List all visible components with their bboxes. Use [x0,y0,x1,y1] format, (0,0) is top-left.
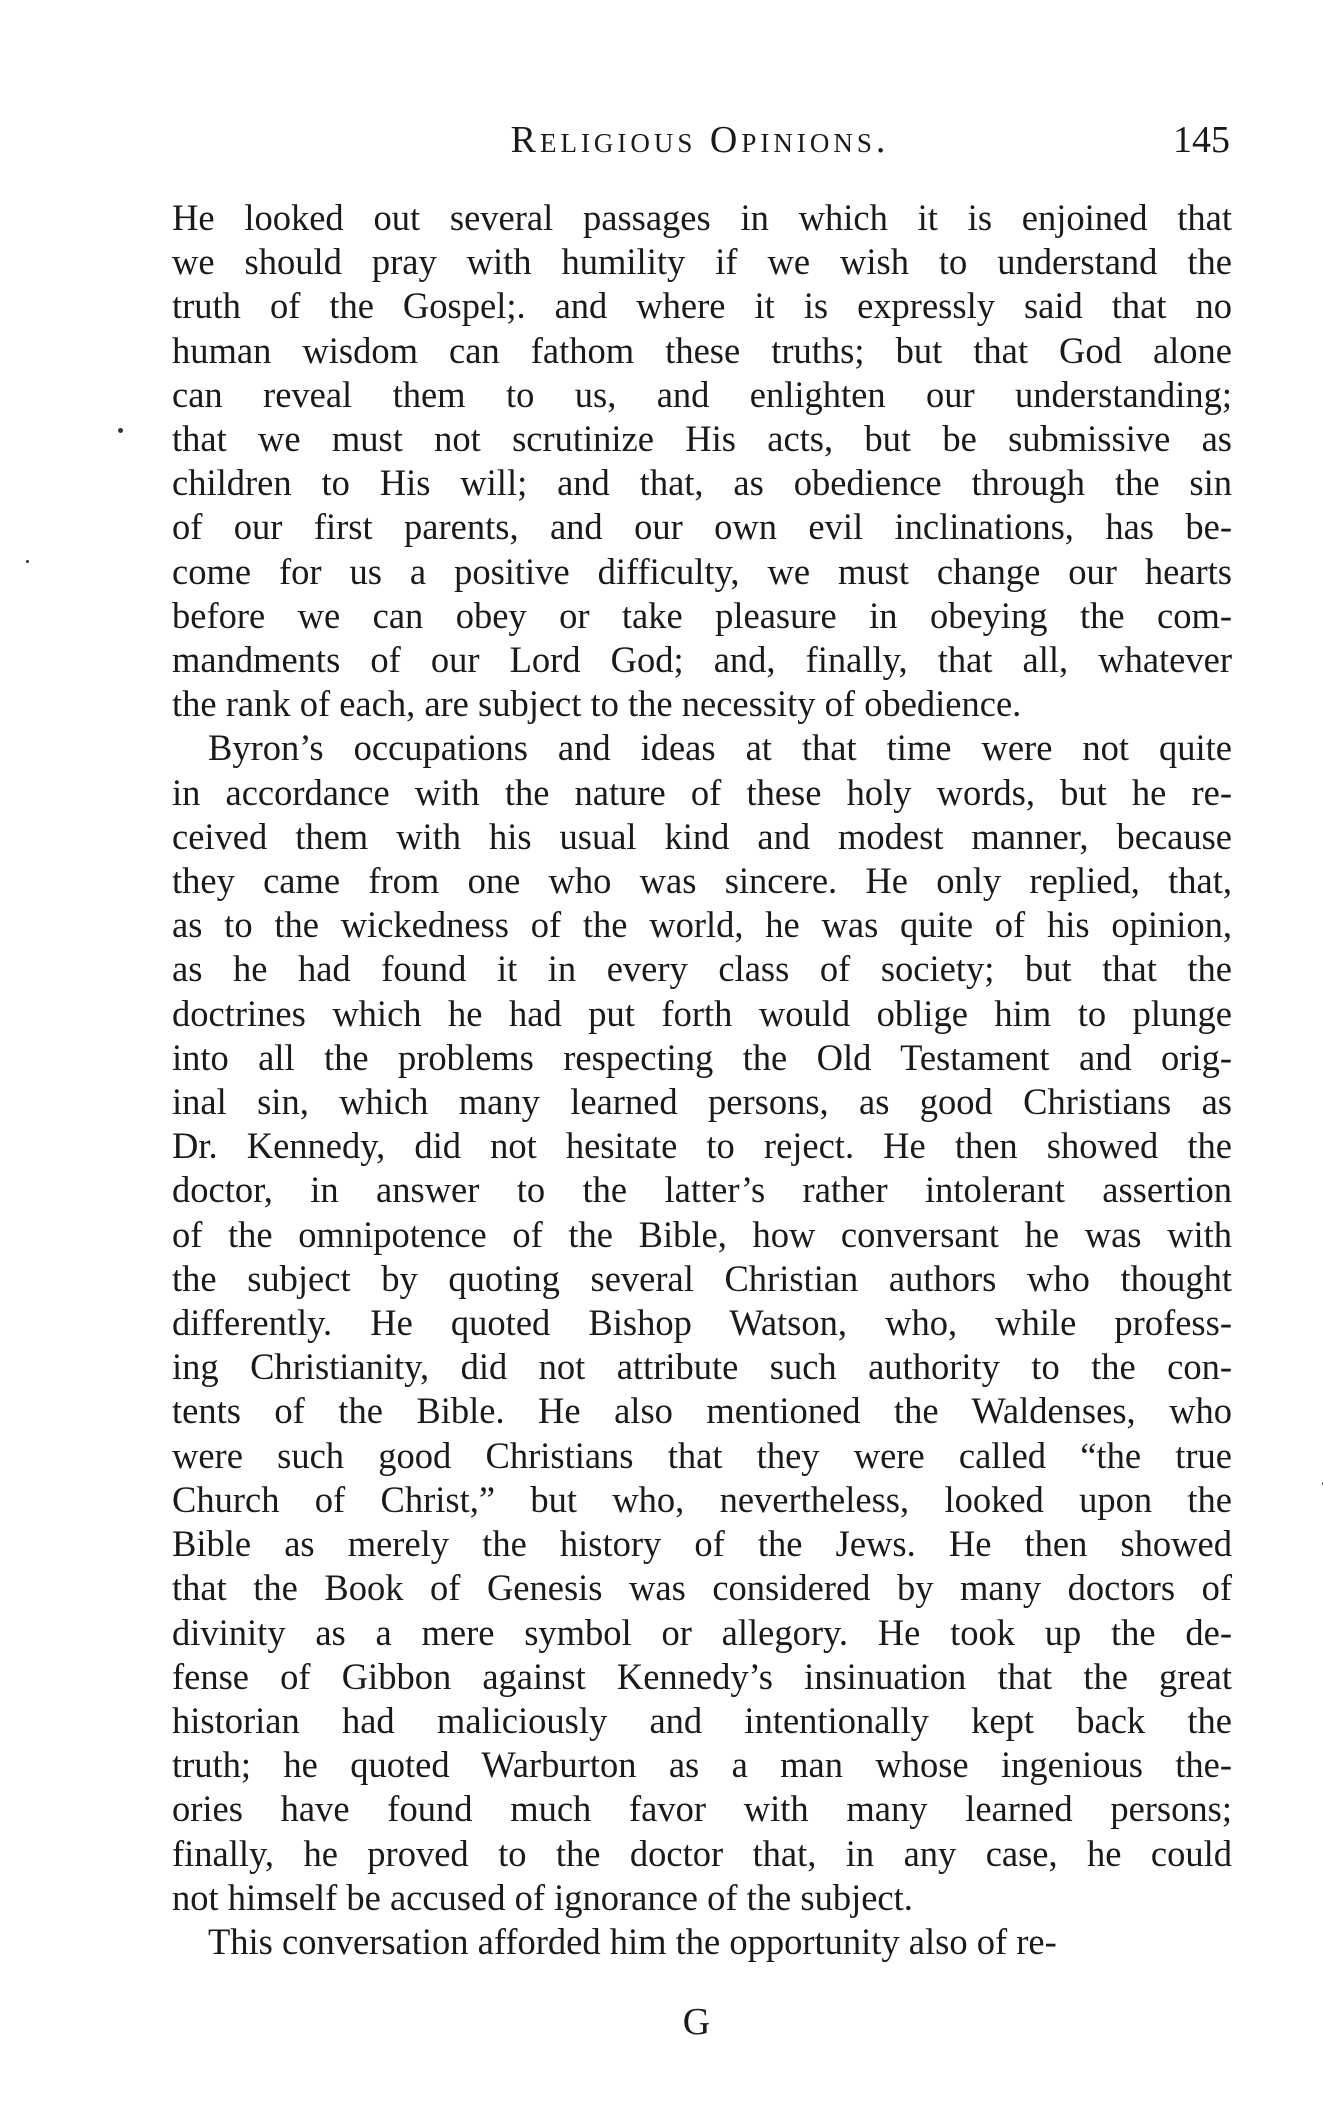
text-line: not himself be accused of ignorance of the subject. [172,1876,913,1918]
text-line: children to His will; and that, as obedience through the sin [172,462,1232,504]
text-line: doctrines which he had put forth would oblige him to plunge [172,992,1232,1034]
page-number: 145 [1173,119,1230,161]
text-line: fense of Gibbon against Kennedy’s insinuation that the great [172,1655,1232,1697]
text-line: ories have found much favor with many learned persons; [172,1788,1232,1830]
text-line: we should pray with humility if we wish to understand the [172,241,1232,283]
text-line: of the omnipotence of the Bible, how conversant he was with [172,1213,1232,1255]
text-line: doctor, in answer to the latter’s rather intolerant assertion [172,1169,1232,1211]
text-line: that we must not scrutinize His acts, but be submissive as [172,418,1232,460]
text-line: truth of the Gospel;. and where it is expressly said that no [172,285,1232,327]
paragraph [172,1920,1232,1964]
text-line: can reveal them to us, and enlighten our understanding; [172,373,1232,415]
text-line: of our first parents, and our own evil inclinations, has be- [172,506,1232,548]
text-line: Church of Christ,” but who, nevertheless, looked upon the [172,1478,1232,1520]
ink-speck [118,428,123,433]
text-line: historian had maliciously and intentionally kept back the [172,1699,1232,1741]
text-line: differently. He quoted Bishop Watson, who, while profess- [172,1302,1232,1344]
running-head [170,118,1230,168]
text-line: into all the problems respecting the Old Testament and orig- [172,1036,1232,1078]
text-line: ing Christianity, did not attribute such authority to the con- [172,1346,1232,1388]
text-line: Bible as merely the history of the Jews. He then showed [172,1523,1232,1565]
text-line: ceived them with his usual kind and modest manner, because [172,815,1232,857]
text-line: human wisdom can fathom these truths; but that God alone [172,329,1232,371]
text-line: truth; he quoted Warburton as a man whose ingenious the- [172,1744,1232,1786]
body-text [172,196,1232,1964]
text-line: He looked out several passages in which it is enjoined that [172,197,1232,238]
text-line: Byron’s occupations and ideas at that time were not quite [208,727,1232,769]
text-line: before we can obey or take pleasure in obeying the com- [172,594,1232,636]
text-line: as to the wickedness of the world, he was quite of his opinion, [172,904,1232,946]
text-line: as he had found it in every class of society; but that the [172,948,1232,990]
text-line: This conversation afforded him the opportunity also of re- [208,1920,1057,1962]
text-line: that the Book of Genesis was considered by many doctors of [172,1567,1232,1609]
text-line: in accordance with the nature of these holy words, but he re- [172,771,1232,813]
signature-mark: G [682,2001,711,2043]
text-line: the subject by quoting several Christian authors who thought [172,1257,1232,1299]
text-line: were such good Christians that they were called “the true [172,1434,1232,1476]
text-line: finally, he proved to the doctor that, in any case, he could [172,1832,1232,1874]
paragraph [172,196,1232,726]
text-line: Dr. Kennedy, did not hesitate to reject. He then showed the [172,1125,1232,1167]
text-line: come for us a positive difficulty, we must change our hearts [172,550,1232,592]
text-line: tents of the Bible. He also mentioned the Waldenses, who [172,1390,1232,1432]
text-line: they came from one who was sincere. He only replied, that, [172,860,1232,902]
text-line: inal sin, which many learned persons, as good Christians as [172,1081,1232,1123]
paragraph [172,726,1232,1919]
chapter-title: Religious Opinions. [510,119,890,161]
text-line: divinity as a mere symbol or allegory. He took up the de- [172,1611,1232,1653]
text-line: the rank of each, are subject to the necessity of obedience. [172,683,1022,725]
ink-speck [26,560,29,563]
text-line: mandments of our Lord God; and, finally, that all, whatever [172,639,1232,681]
